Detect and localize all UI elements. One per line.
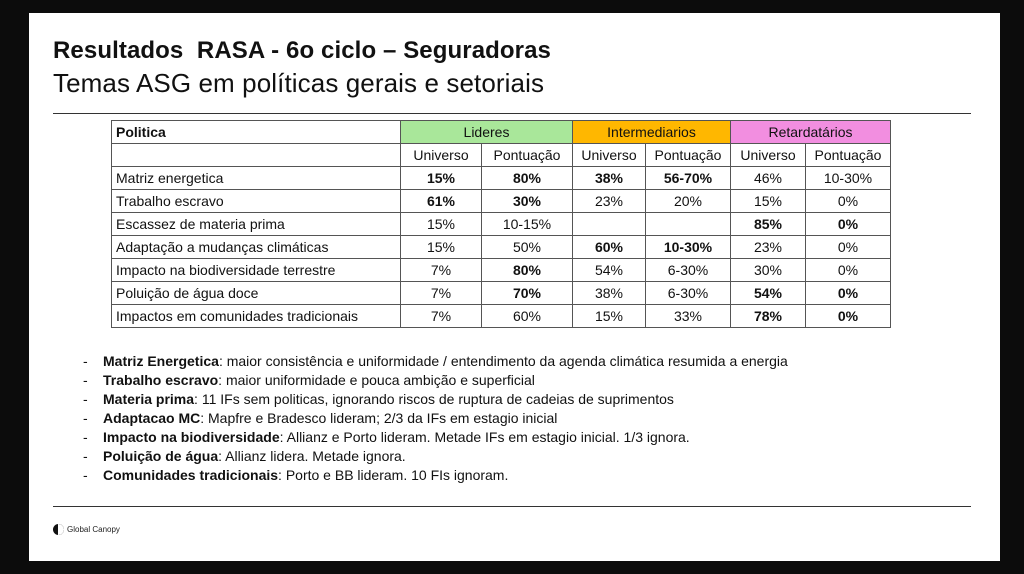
table-row <box>112 236 891 259</box>
bullet-dash: - <box>83 467 88 483</box>
value-cell: 0% <box>806 305 891 328</box>
bullet-dash: - <box>83 372 88 388</box>
note-text: : Allianz e Porto lideram. Metade IFs em estagio inicial. 1/3 ignora. <box>279 429 690 445</box>
note-term: Comunidades tradicionais <box>103 467 279 483</box>
value-cell: 30% <box>482 190 573 213</box>
policy-name: Matriz energetica <box>112 167 401 190</box>
bullet-dash: - <box>83 410 88 426</box>
note-term: Poluição de água <box>103 448 219 464</box>
table-row <box>112 190 891 213</box>
subheader-cell: Pontuação <box>806 144 891 167</box>
value-cell: 7% <box>401 305 482 328</box>
value-cell: 50% <box>482 236 573 259</box>
note-item <box>83 409 788 428</box>
table-row <box>112 305 891 328</box>
note-item <box>83 428 788 447</box>
note-item <box>83 390 788 409</box>
value-cell: 10-30% <box>646 236 731 259</box>
policy-name: Trabalho escravo <box>112 190 401 213</box>
slide-subtitle: Temas ASG em políticas gerais e setoriais <box>53 68 545 98</box>
note-text: : 11 IFs sem politicas, ignorando riscos de ruptura de cadeias de suprimentos <box>194 391 674 407</box>
top-divider <box>53 113 971 114</box>
value-cell: 54% <box>573 259 646 282</box>
note-text: : Porto e BB lideram. 10 FIs ignoram. <box>278 467 509 483</box>
results-table <box>111 120 891 328</box>
bullet-dash: - <box>83 448 88 464</box>
value-cell: 0% <box>806 236 891 259</box>
policy-name: Escassez de materia prima <box>112 213 401 236</box>
subheader-cell: Pontuação <box>482 144 573 167</box>
note-text: : Allianz lidera. Metade ignora. <box>218 448 406 464</box>
value-cell: 0% <box>806 282 891 305</box>
subheader-empty <box>112 144 401 167</box>
value-cell: 0% <box>806 259 891 282</box>
value-cell: 6-30% <box>646 259 731 282</box>
value-cell <box>573 213 646 236</box>
footer-logo <box>53 524 120 535</box>
value-cell: 38% <box>573 167 646 190</box>
note-text: : maior consistência e uniformidade / entendimento da agenda climática resumida a energia <box>218 353 788 369</box>
value-cell: 23% <box>731 236 806 259</box>
value-cell: 0% <box>806 213 891 236</box>
value-cell: 15% <box>573 305 646 328</box>
note-term: Materia prima <box>103 391 195 407</box>
policy-name: Impacto na biodiversidade terrestre <box>112 259 401 282</box>
subheader-cell: Universo <box>401 144 482 167</box>
bottom-divider <box>53 506 971 507</box>
logo-text: Global Canopy <box>67 525 120 534</box>
value-cell: 6-30% <box>646 282 731 305</box>
value-cell: 70% <box>482 282 573 305</box>
notes-list <box>83 352 788 485</box>
value-cell: 20% <box>646 190 731 213</box>
global-canopy-logo-icon <box>53 524 64 535</box>
value-cell: 10-30% <box>806 167 891 190</box>
value-cell: 0% <box>806 190 891 213</box>
subheader-cell: Pontuação <box>646 144 731 167</box>
header-policy: Politica <box>112 121 401 144</box>
note-item <box>83 447 788 466</box>
value-cell: 56-70% <box>646 167 731 190</box>
value-cell: 85% <box>731 213 806 236</box>
value-cell: 80% <box>482 259 573 282</box>
table-row <box>112 213 891 236</box>
slide <box>29 13 1000 561</box>
value-cell: 60% <box>482 305 573 328</box>
value-cell: 78% <box>731 305 806 328</box>
value-cell: 7% <box>401 259 482 282</box>
note-text: : maior uniformidade e pouca ambição e superficial <box>218 372 535 388</box>
subheader-cell: Universo <box>573 144 646 167</box>
value-cell: 7% <box>401 282 482 305</box>
value-cell: 33% <box>646 305 731 328</box>
subheader-cell: Universo <box>731 144 806 167</box>
table-header-row <box>112 121 891 144</box>
bullet-dash: - <box>83 391 88 407</box>
value-cell: 23% <box>573 190 646 213</box>
note-text: : Mapfre e Bradesco lideram; 2/3 da IFs em estagio inicial <box>200 410 558 426</box>
value-cell: 15% <box>401 236 482 259</box>
group-header-intermediarios: Intermediarios <box>573 121 731 144</box>
note-term: Matriz Energetica <box>103 353 219 369</box>
value-cell: 38% <box>573 282 646 305</box>
value-cell: 15% <box>731 190 806 213</box>
note-item <box>83 371 788 390</box>
value-cell: 10-15% <box>482 213 573 236</box>
table-subheader-row <box>112 144 891 167</box>
note-term: Trabalho escravo <box>103 372 219 388</box>
note-term: Adaptacao MC <box>103 410 201 426</box>
value-cell: 30% <box>731 259 806 282</box>
policy-name: Adaptação a mudanças climáticas <box>112 236 401 259</box>
note-item <box>83 352 788 371</box>
policy-name: Impactos em comunidades tradicionais <box>112 305 401 328</box>
note-item <box>83 466 788 485</box>
group-header-retardatarios: Retardatários <box>731 121 891 144</box>
note-term: Impacto na biodiversidade <box>103 429 280 445</box>
group-header-lideres: Lideres <box>401 121 573 144</box>
value-cell: 60% <box>573 236 646 259</box>
value-cell: 80% <box>482 167 573 190</box>
policy-name: Poluição de água doce <box>112 282 401 305</box>
value-cell <box>646 213 731 236</box>
bullet-dash: - <box>83 429 88 445</box>
table-row <box>112 167 891 190</box>
bullet-dash: - <box>83 353 88 369</box>
table-row <box>112 259 891 282</box>
value-cell: 46% <box>731 167 806 190</box>
value-cell: 15% <box>401 167 482 190</box>
value-cell: 15% <box>401 213 482 236</box>
value-cell: 61% <box>401 190 482 213</box>
slide-title: Resultados RASA - 6o ciclo – Seguradoras <box>53 37 552 64</box>
table-row <box>112 282 891 305</box>
value-cell: 54% <box>731 282 806 305</box>
